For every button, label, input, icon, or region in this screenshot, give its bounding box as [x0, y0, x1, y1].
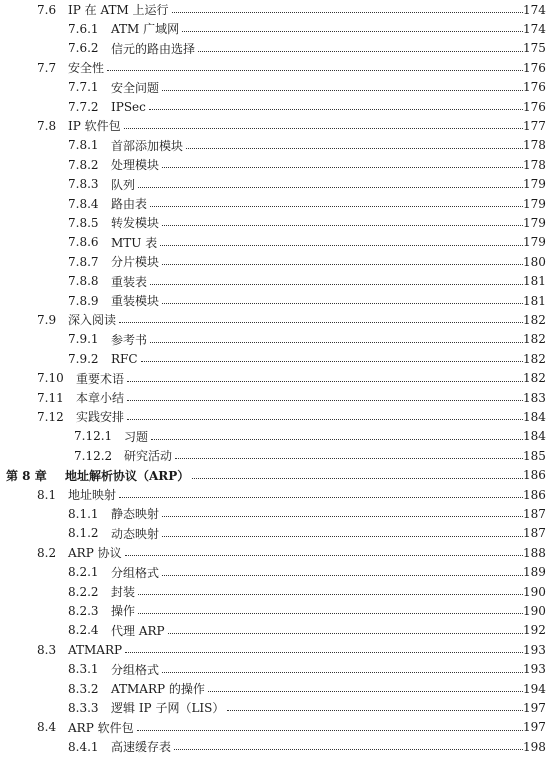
toc-entry-title: 处理模块 — [111, 158, 160, 173]
toc-entry — [0, 640, 553, 659]
toc-entry-title: MTU 表 — [111, 235, 158, 250]
toc-entry-page: 179 — [523, 177, 546, 192]
toc-entry-number: 8.4 — [37, 720, 57, 735]
toc-entry-page: 189 — [523, 565, 546, 580]
toc-entry — [0, 310, 553, 329]
toc-entry-page: 194 — [523, 681, 546, 696]
toc-entry-page: 182 — [523, 332, 546, 347]
toc-entry-page: 190 — [523, 584, 546, 599]
toc-entry-page: 176 — [523, 99, 546, 114]
toc-entry — [0, 621, 553, 640]
toc-entry-page: 180 — [523, 254, 546, 269]
toc-entry-title: IPSec — [111, 99, 146, 114]
toc-entry — [0, 369, 553, 388]
toc-leader-dots — [150, 284, 523, 285]
toc-leader-dots — [125, 652, 523, 653]
toc-entry-number: 8.1.1 — [68, 506, 99, 521]
toc-entry-page: 198 — [523, 739, 546, 754]
toc-entry-title: ARP 协议 — [68, 546, 122, 561]
toc-leader-dots — [149, 109, 523, 110]
toc-entry-number: 8.2.3 — [68, 603, 99, 618]
toc-entry-title: 深入阅读 — [68, 313, 117, 328]
toc-entry-number: 第 8 章 — [6, 468, 47, 483]
toc-entry-number: 7.6 — [37, 2, 57, 17]
toc-entry-title: 安全问题 — [111, 80, 160, 95]
toc-entry-title: 信元的路由选择 — [111, 41, 196, 56]
toc-entry-number: 8.2 — [37, 545, 57, 560]
toc-entry-title: 高速缓存表 — [111, 740, 172, 755]
toc-leader-dots — [162, 90, 523, 91]
toc-entry-page: 179 — [523, 196, 546, 211]
toc-leader-dots — [162, 672, 523, 673]
toc-entry — [0, 272, 553, 291]
toc-entry-title: 静态映射 — [111, 507, 160, 522]
toc-entry-page: 184 — [523, 429, 546, 444]
toc-entry-title: 重要术语 — [76, 371, 125, 386]
toc-leader-dots — [162, 516, 523, 517]
toc-leader-dots — [138, 594, 523, 595]
toc-leader-dots — [162, 536, 523, 537]
toc-leader-dots — [162, 225, 523, 226]
toc-entry — [0, 97, 553, 116]
toc-entry-title: 实践安排 — [76, 410, 125, 425]
toc-entry-page: 192 — [523, 623, 546, 638]
toc-entry-number: 7.8.7 — [68, 254, 99, 269]
toc-entry — [0, 660, 553, 679]
toc-entry-title: 操作 — [111, 604, 136, 619]
toc-entry-number: 8.1 — [37, 487, 57, 502]
toc-entry-title: 地址映射 — [68, 488, 117, 502]
toc-entry-number: 7.12 — [37, 409, 64, 424]
toc-entry — [0, 698, 553, 717]
toc-entry — [0, 504, 553, 523]
toc-entry-page: 181 — [523, 274, 546, 289]
toc-entry-title: 重装表 — [111, 274, 148, 289]
toc-entry-page: 188 — [523, 545, 546, 560]
toc-leader-dots — [137, 730, 523, 731]
toc-entry — [0, 407, 553, 426]
toc-entry — [0, 136, 553, 155]
toc-entry-title: 重装模块 — [111, 294, 160, 308]
toc-entry-number: 7.7.2 — [68, 99, 99, 114]
toc-entry-page: 186 — [523, 468, 546, 483]
toc-entry-number: 8.2.2 — [68, 584, 99, 599]
toc-entry-title: 动态映射 — [111, 526, 160, 541]
toc-entry-page: 174 — [523, 2, 546, 17]
toc-entry-number: 7.8 — [37, 118, 57, 133]
toc-leader-dots — [119, 322, 523, 323]
toc-entry-number: 7.12.2 — [74, 448, 113, 463]
toc-entry — [0, 330, 553, 349]
toc-leader-dots — [124, 128, 523, 129]
toc-leader-dots — [208, 691, 523, 692]
toc-leader-dots — [107, 70, 523, 71]
toc-entry-page: 176 — [523, 60, 546, 75]
toc-entry-page: 176 — [523, 80, 546, 95]
toc-entry-number: 7.9.1 — [68, 332, 99, 347]
toc-leader-dots — [172, 12, 523, 13]
toc-entry-title: 转发模块 — [111, 216, 160, 231]
toc-entry-page: 177 — [523, 118, 546, 133]
toc-entry-title: 地址解析协议（ARP） — [65, 468, 190, 483]
toc-entry-page: 182 — [523, 371, 546, 386]
toc-entry — [0, 485, 553, 504]
toc-entry-number: 8.3 — [37, 642, 57, 657]
toc-entry-page: 193 — [523, 662, 546, 677]
toc-entry — [0, 582, 553, 601]
toc-entry-title: 分片模块 — [111, 255, 160, 270]
toc-entry-page: 186 — [523, 487, 546, 502]
toc-entry-number: 8.1.2 — [68, 526, 99, 541]
toc-entry-title: 代理 ARP — [111, 623, 165, 638]
toc-entry-number: 8.3.2 — [68, 681, 99, 696]
toc-entry — [0, 0, 553, 19]
toc-entry — [0, 291, 553, 310]
toc-entry-title: ATM 广域网 — [111, 22, 180, 37]
toc-entry-page: 174 — [523, 21, 546, 36]
toc-leader-dots — [182, 31, 523, 32]
toc-entry-title: ARP 软件包 — [68, 720, 134, 735]
toc-entry-title: 分组格式 — [111, 662, 160, 677]
toc-entry-number: 7.8.6 — [68, 235, 99, 250]
toc-leader-dots — [175, 458, 523, 459]
toc-entry-number: 7.6.1 — [68, 21, 99, 36]
toc-entry — [0, 679, 553, 698]
toc-entry-number: 7.8.4 — [68, 196, 99, 211]
toc-leader-dots — [138, 187, 523, 188]
toc-entry-title: 首部添加模块 — [111, 138, 184, 153]
toc-entry-title: IP 软件包 — [68, 119, 121, 134]
toc-leader-dots — [127, 400, 523, 401]
toc-entry-title: 研究活动 — [124, 449, 173, 464]
toc-entry-page: 197 — [523, 720, 546, 735]
toc-entry-number: 8.2.1 — [68, 565, 99, 580]
toc-leader-dots — [174, 749, 523, 750]
toc-entry — [0, 524, 553, 543]
toc-entry-title: 队列 — [111, 177, 136, 192]
toc-entry — [0, 718, 553, 737]
toc-entry-number: 7.12.1 — [74, 429, 113, 444]
toc-entry-number: 7.8.2 — [68, 157, 99, 172]
toc-entry-title: 安全性 — [68, 61, 105, 76]
toc-entry-number: 7.8.3 — [68, 177, 99, 192]
toc-leader-dots — [162, 575, 523, 576]
toc-leader-dots — [162, 303, 523, 304]
toc-leader-dots — [162, 264, 523, 265]
toc-entry — [0, 563, 553, 582]
toc-entry — [0, 19, 553, 38]
toc-entry — [0, 601, 553, 620]
toc-entry-title: RFC — [111, 351, 138, 366]
toc-entry — [0, 737, 553, 756]
toc-entry-number: 7.9.2 — [68, 351, 99, 366]
toc-entry-page: 182 — [523, 312, 546, 327]
toc-entry — [0, 175, 553, 194]
toc-leader-dots — [160, 245, 523, 246]
toc-entry — [0, 427, 553, 446]
toc-entry-title: 参考书 — [111, 332, 148, 347]
toc-entry-title: IP 在 ATM 上运行 — [68, 3, 169, 17]
toc-entry — [0, 58, 553, 77]
toc-entry-page: 181 — [523, 293, 546, 308]
toc-entry-page: 178 — [523, 157, 546, 172]
toc-entry — [0, 116, 553, 135]
toc-entry — [0, 388, 553, 407]
toc-entry-page: 175 — [523, 41, 546, 56]
toc-leader-dots — [150, 206, 523, 207]
toc-entry-number: 8.2.4 — [68, 623, 99, 638]
toc-entry-page: 182 — [523, 351, 546, 366]
toc-entry-number: 7.7.1 — [68, 80, 99, 95]
toc-leader-dots — [127, 381, 523, 382]
toc-entry-number: 8.4.1 — [68, 739, 99, 754]
toc-leader-dots — [125, 555, 523, 556]
toc-entry-page: 179 — [523, 235, 546, 250]
toc-leader-dots — [141, 361, 523, 362]
toc-entry-page: 193 — [523, 642, 546, 657]
toc-entry-number: 7.8.1 — [68, 138, 99, 153]
toc-entry-number: 7.8.9 — [68, 293, 99, 308]
toc-leader-dots — [227, 710, 523, 711]
toc-entry-number: 7.7 — [37, 60, 57, 75]
toc-entry — [0, 78, 553, 97]
toc-entry — [0, 466, 553, 485]
toc-entry-title: 习题 — [124, 429, 149, 444]
toc-entry — [0, 155, 553, 174]
toc-entry — [0, 252, 553, 271]
toc-entry-page: 197 — [523, 700, 546, 715]
toc-entry-number: 7.10 — [37, 371, 64, 386]
toc-leader-dots — [127, 419, 523, 420]
toc-leader-dots — [198, 51, 523, 52]
toc-entry-page: 190 — [523, 603, 546, 618]
toc-leader-dots — [150, 342, 523, 343]
toc-leader-dots — [192, 478, 523, 479]
toc-entry — [0, 213, 553, 232]
toc-leader-dots — [138, 613, 523, 614]
toc-leader-dots — [119, 497, 523, 498]
toc-entry-title: 逻辑 IP 子网（LIS） — [111, 701, 225, 716]
toc-entry-number: 8.3.3 — [68, 700, 99, 715]
toc-entry-page: 184 — [523, 409, 546, 424]
toc-entry-number: 7.8.8 — [68, 274, 99, 289]
toc-entry-title: ATMARP — [68, 642, 123, 657]
toc-entry-title: 封装 — [111, 585, 136, 599]
toc-leader-dots — [151, 439, 523, 440]
toc-entry — [0, 543, 553, 562]
toc-entry — [0, 194, 553, 213]
toc-entry-page: 178 — [523, 138, 546, 153]
toc-entry-page: 179 — [523, 215, 546, 230]
toc-entry-number: 7.8.5 — [68, 215, 99, 230]
toc-entry-title: 分组格式 — [111, 565, 160, 580]
toc-entry-page: 187 — [523, 526, 546, 541]
toc-entry-page: 183 — [523, 390, 546, 405]
toc-entry-title: 路由表 — [111, 197, 148, 211]
toc-entry-title: ATMARP 的操作 — [111, 682, 205, 696]
toc-leader-dots — [186, 148, 523, 149]
toc-entry — [0, 349, 553, 368]
toc-entry — [0, 233, 553, 252]
toc-entry-number: 7.9 — [37, 312, 57, 327]
toc-entry — [0, 39, 553, 58]
toc-leader-dots — [168, 633, 523, 634]
toc-entry-page: 187 — [523, 506, 546, 521]
toc-entry-title: 本章小结 — [76, 391, 125, 405]
toc-entry-number: 7.11 — [37, 390, 64, 405]
toc-entry-number: 7.6.2 — [68, 41, 99, 56]
toc-leader-dots — [162, 167, 523, 168]
toc-entry-number: 8.3.1 — [68, 662, 99, 677]
toc-entry — [0, 446, 553, 465]
toc-entry-page: 185 — [523, 448, 546, 463]
